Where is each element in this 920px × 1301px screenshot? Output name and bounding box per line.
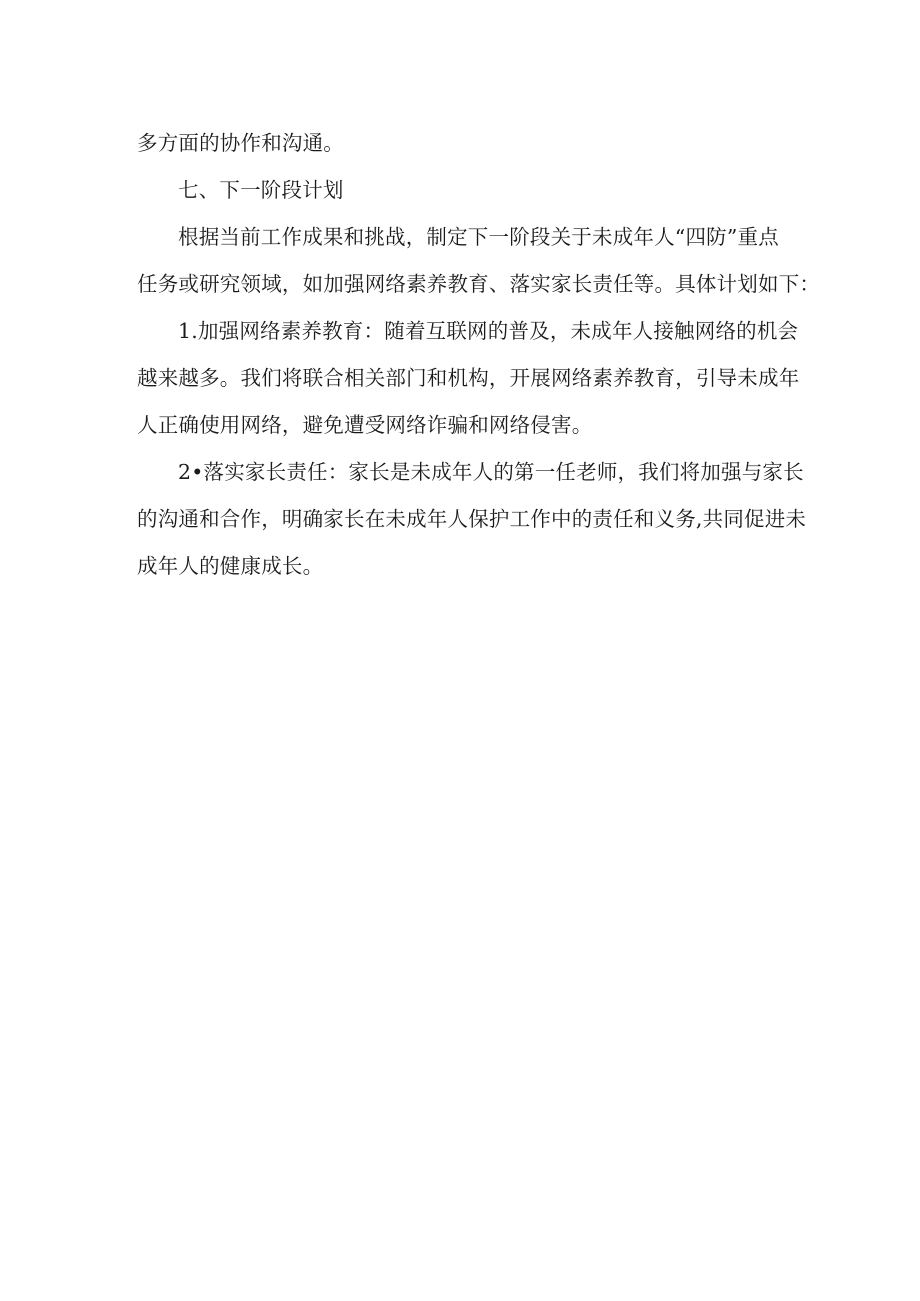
section-heading: 七、下一阶段计划 (178, 178, 344, 202)
paragraph-line: 根据当前工作成果和挑战，制定下一阶段关于未成年人“四防”重点 (178, 225, 779, 249)
list-item-1-line: 越来越多。我们将联合相关部门和机构，开展网络素养教育，引导未成年 (137, 366, 800, 390)
list-item-2-line: 2•落实家长责任：家长是未成年人的第一任老师，我们将加强与家长 (178, 460, 804, 484)
list-item-2-line: 的沟通和合作，明确家长在未成年人保护工作中的责任和义务,共同促进未 (137, 507, 807, 531)
paragraph-line: 任务或研究领域，如加强网络素养教育、落实家长责任等。具体计划如下： (137, 272, 821, 296)
list-item-2-line: 成年人的健康成长。 (137, 554, 324, 578)
list-item-1-line: 1.加强网络素养教育：随着互联网的普及，未成年人接触网络的机会 (178, 319, 799, 343)
document-body (137, 120, 821, 590)
list-item-1-line: 人正确使用网络，避免遭受网络诈骗和网络侵害。 (137, 413, 593, 437)
paragraph-continuation-line: 多方面的协作和沟通。 (137, 131, 344, 155)
